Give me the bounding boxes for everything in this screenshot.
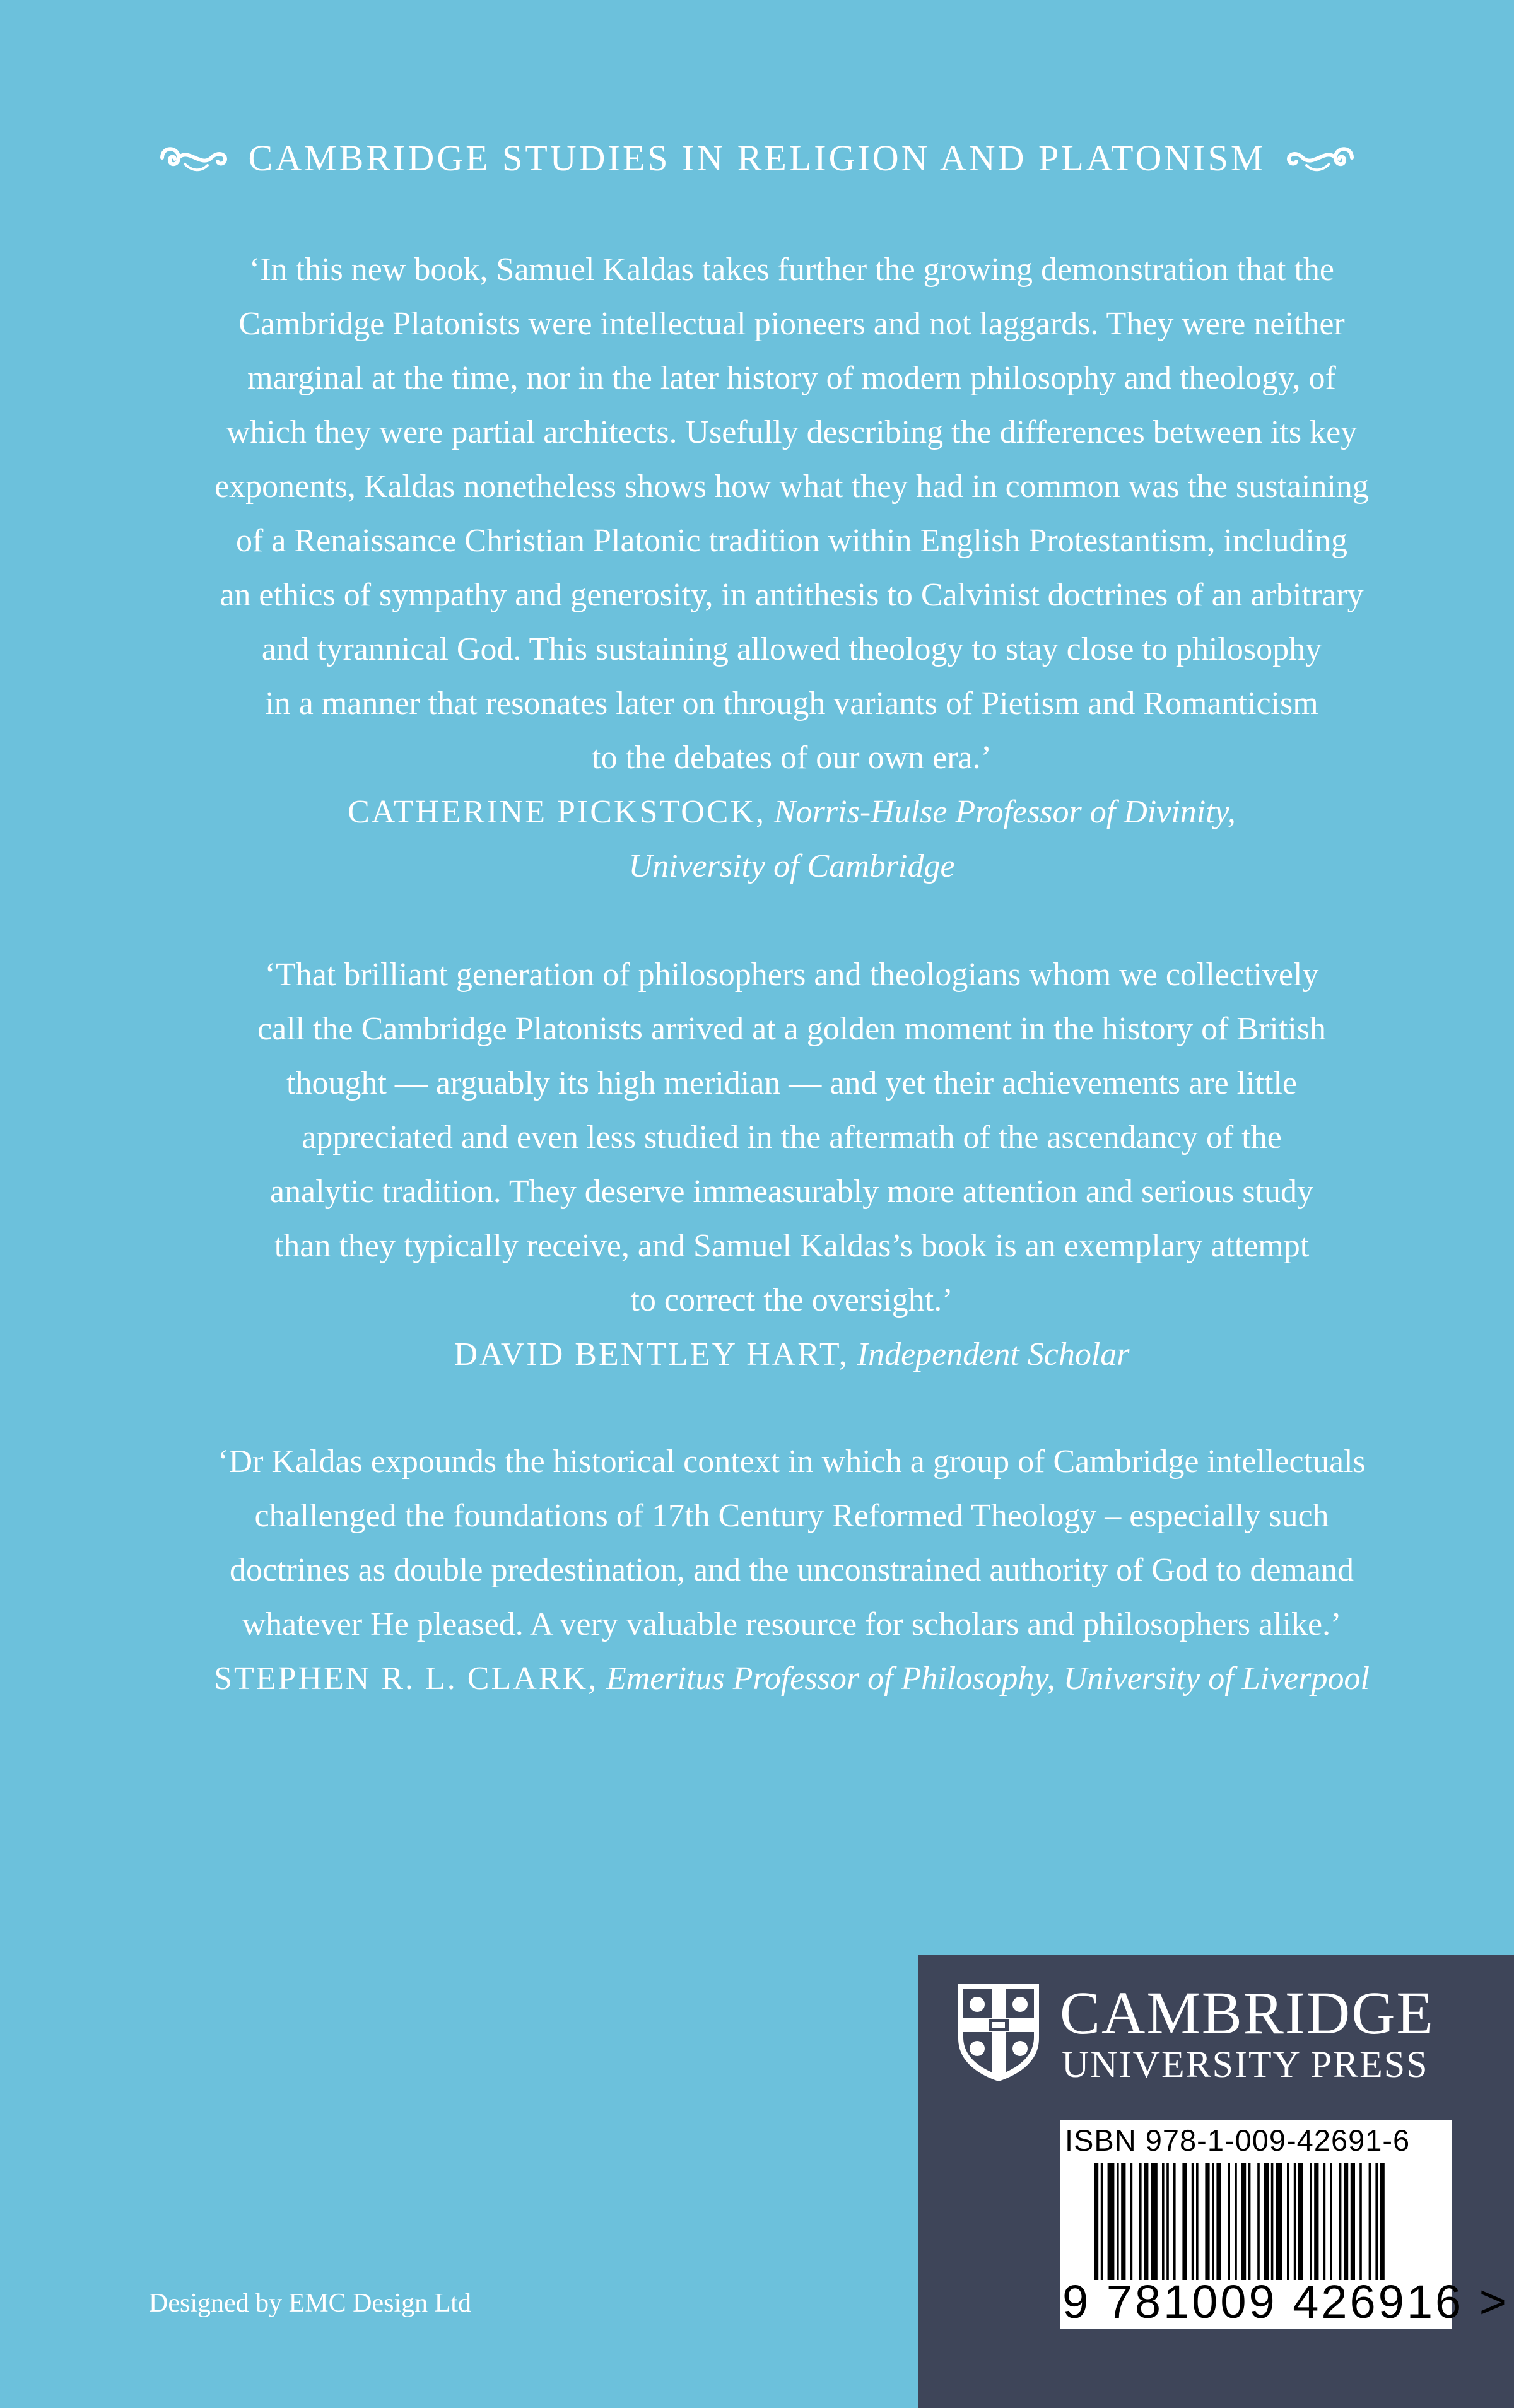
quote-line: an ethics of sympathy and generosity, in antithesis to Calvinist doctrines of an arbitrary [220,577,1364,613]
publisher-subtitle: UNIVERSITY PRESS [1062,2043,1429,2085]
quote-attribution [164,1328,1419,1382]
quote-line: ‘Dr Kaldas expounds the historical context in which a group of Cambridge intellectuals [218,1444,1366,1480]
quote-author: DAVID BENTLEY HART, [454,1336,849,1372]
quote-line: thought — arguably its high meridian — and yet their achievements are little [286,1065,1297,1101]
endorsement-quote [164,1435,1419,1706]
quote-line: marginal at the time, nor in the later history of modern philosophy and theology, of [247,360,1336,396]
quote-author-role: Emeritus Professor of Philosophy, University of Liverpool [606,1661,1370,1697]
isbn-barcode [1060,2120,1509,2329]
designer-credit: Designed by EMC Design Ltd [149,2289,471,2318]
quote-text [164,243,1419,785]
quote-author-affiliation: University of Cambridge [628,848,955,884]
quote-line: challenged the foundations of 17th Century Reformed Theology – especially such [254,1498,1329,1534]
series-header [0,129,1514,186]
series-title: CAMBRIDGE STUDIES IN RELIGION AND PLATONISM [248,137,1266,178]
quote-author: STEPHEN R. L. CLARK, [214,1661,599,1697]
quote-author-role: Norris-Hulse Professor of Divinity, [774,794,1236,830]
quote-line: call the Cambridge Platonists arrived at a golden moment in the history of British [257,1011,1326,1047]
quote-line: ‘In this new book, Samuel Kaldas takes further the growing demonstration that the [249,252,1334,288]
quote-line: and tyrannical God. This sustaining allowed theology to stay close to philosophy [261,631,1322,667]
barcode-icon [1094,2163,1435,2280]
quote-attribution-line2 [164,839,1419,894]
quote-line: doctrines as double predestination, and the unconstrained authority of God to demand [230,1552,1354,1588]
quote-line: Cambridge Platonists were intellectual pioneers and not laggards. They were neither [238,306,1345,342]
quote-line: in a manner that resonates later on through variants of Pietism and Romanticism [265,686,1318,722]
quote-line: analytic tradition. They deserve immeasurably more attention and serious study [270,1174,1313,1210]
quote-attribution [164,785,1419,839]
quote-line: of a Renaissance Christian Platonic tradition within English Protestantism, including [236,523,1347,559]
quote-line: appreciated and even less studied in the aftermath of the ascendancy of the [302,1119,1282,1155]
quote-text [164,948,1419,1328]
endorsement-quote [164,243,1419,894]
scroll-ornament-icon [157,139,230,177]
quote-line: which they were partial architects. Usefully describing the differences between its key [226,414,1358,450]
isbn-label: ISBN 978-1-009-42691-6 [1065,2124,1411,2157]
quote-author-role: Independent Scholar [857,1336,1130,1372]
quote-line: whatever He pleased. A very valuable resource for scholars and philosophers alike.’ [242,1606,1342,1642]
quote-line: than they typically receive, and Samuel Kaldas’s book is an exemplary attempt [274,1228,1310,1264]
quote-author: CATHERINE PICKSTOCK, [348,794,766,830]
quote-text [164,1435,1419,1652]
quote-line: to correct the oversight.’ [630,1282,953,1318]
publisher-name: CAMBRIDGE [1060,1979,1435,2047]
cambridge-crest-icon [954,1980,1043,2084]
publisher-panel [918,1955,1514,2408]
quote-line: ‘That brilliant generation of philosophers and theologians whom we collectively [264,957,1319,993]
scroll-ornament-icon [1284,139,1357,177]
quote-line: exponents, Kaldas nonetheless shows how what they had in common was the sustaining [214,469,1369,505]
barcode-digits: 9 781009 426916 > [1062,2276,1509,2328]
quote-attribution [164,1652,1419,1706]
quote-line: to the debates of our own era.’ [592,740,992,776]
endorsement-quote [164,948,1419,1382]
